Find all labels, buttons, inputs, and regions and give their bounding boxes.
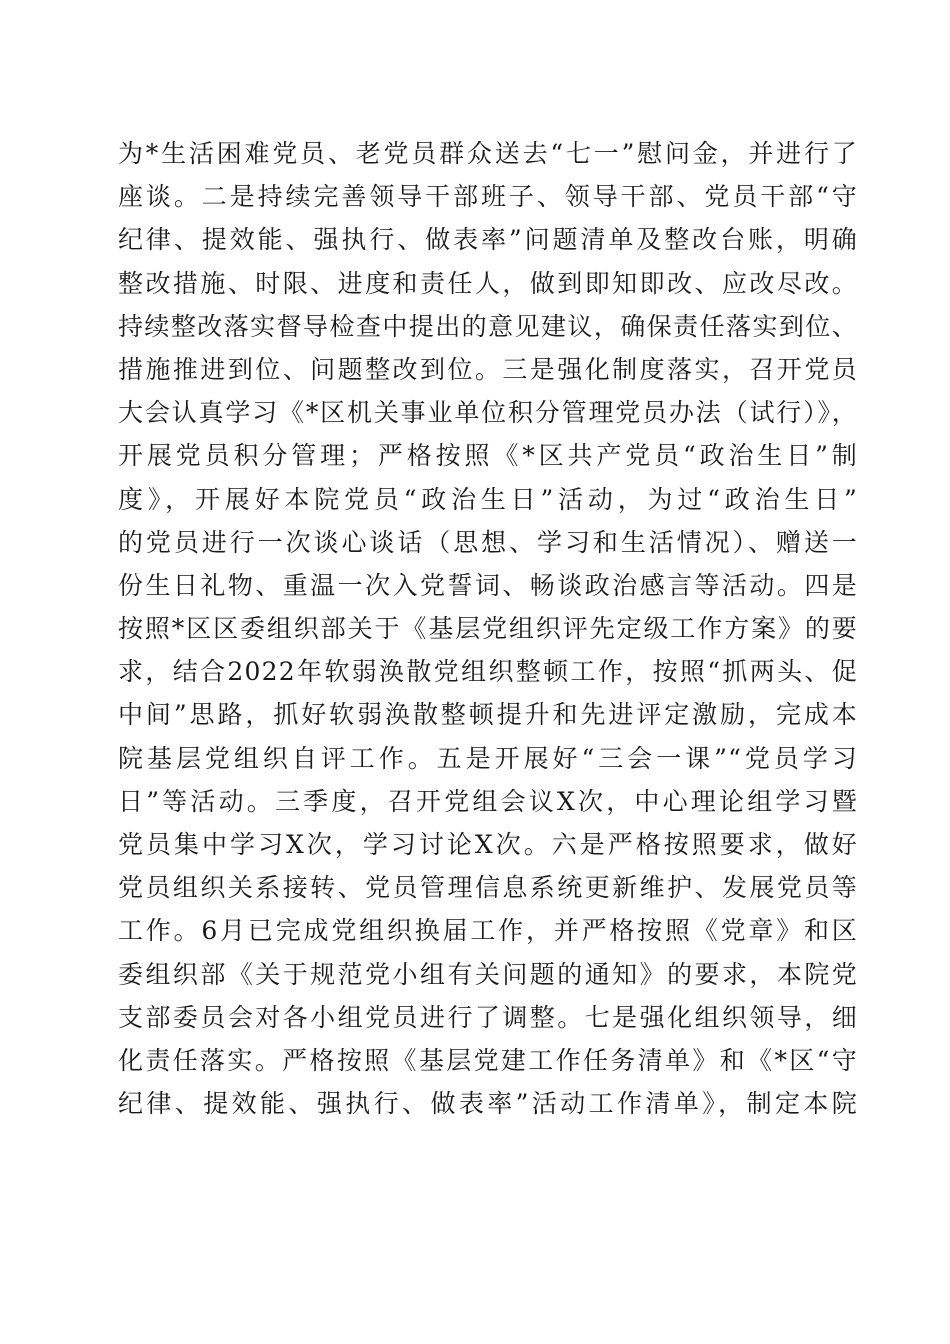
body-text bbox=[118, 132, 858, 1125]
text-line: 中间”思路，抓好软弱涣散整顿提升和先进评定激励，完成本 bbox=[118, 700, 858, 730]
text-line: 份生日礼物、重温一次入党誓词、畅谈政治感言等活动。四是 bbox=[118, 570, 858, 600]
text-line: 纪律、提效能、强执行、做表率”问题清单及整改台账，明确 bbox=[118, 225, 858, 255]
text-line: 求，结合2022年软弱涣散党组织整顿工作，按照“抓两头、促 bbox=[118, 657, 858, 687]
text-line: 支部委员会对各小组党员进行了调整。七是强化组织领导，细 bbox=[118, 1002, 858, 1032]
text-line: 措施推进到位、问题整改到位。三是强化制度落实，召开党员 bbox=[118, 354, 858, 384]
text-line: 按照*区区委组织部关于《基层党组织评先定级工作方案》的要 bbox=[118, 614, 858, 644]
text-line: 整改措施、时限、进度和责任人，做到即知即改、应改尽改。 bbox=[118, 268, 858, 298]
text-line: 化责任落实。严格按照《基层党建工作任务清单》和《*区“守 bbox=[118, 1045, 858, 1075]
text-line: 度》，开展好本院党员“政治生日”活动，为过“政治生日” bbox=[118, 484, 858, 514]
text-line: 开展党员积分管理；严格按照《*区共产党员“政治生日”制 bbox=[118, 441, 858, 471]
text-line: 座谈。二是持续完善领导干部班子、领导干部、党员干部“守 bbox=[118, 182, 858, 212]
text-line: 大会认真学习《*区机关事业单位积分管理党员办法（试行）》， bbox=[118, 398, 858, 428]
text-line: 为*生活困难党员、老党员群众送去“七一”慰问金，并进行了 bbox=[118, 139, 858, 168]
text-line: 委组织部《关于规范党小组有关问题的通知》的要求，本院党 bbox=[118, 959, 858, 989]
text-line: 院基层党组织自评工作。五是开展好“三会一课”“党员学习 bbox=[118, 743, 858, 773]
text-line: 工作。6月已完成党组织换届工作，并严格按照《党章》和区 bbox=[118, 916, 858, 946]
text-line: 持续整改落实督导检查中提出的意见建议，确保责任落实到位、 bbox=[118, 311, 858, 341]
text-line: 纪律、提效能、强执行、做表率”活动工作清单》，制定本院 bbox=[118, 1089, 858, 1119]
text-line: 党员集中学习X次，学习讨论X次。六是严格按照要求，做好 bbox=[118, 830, 858, 859]
text-line: 的党员进行一次谈心谈话（思想、学习和生活情况）、赠送一 bbox=[118, 527, 858, 557]
text-line: 日”等活动。三季度，召开党组会议X次，中心理论组学习暨 bbox=[118, 786, 858, 816]
text-line: 党员组织关系接转、党员管理信息系统更新维护、发展党员等 bbox=[118, 873, 858, 903]
